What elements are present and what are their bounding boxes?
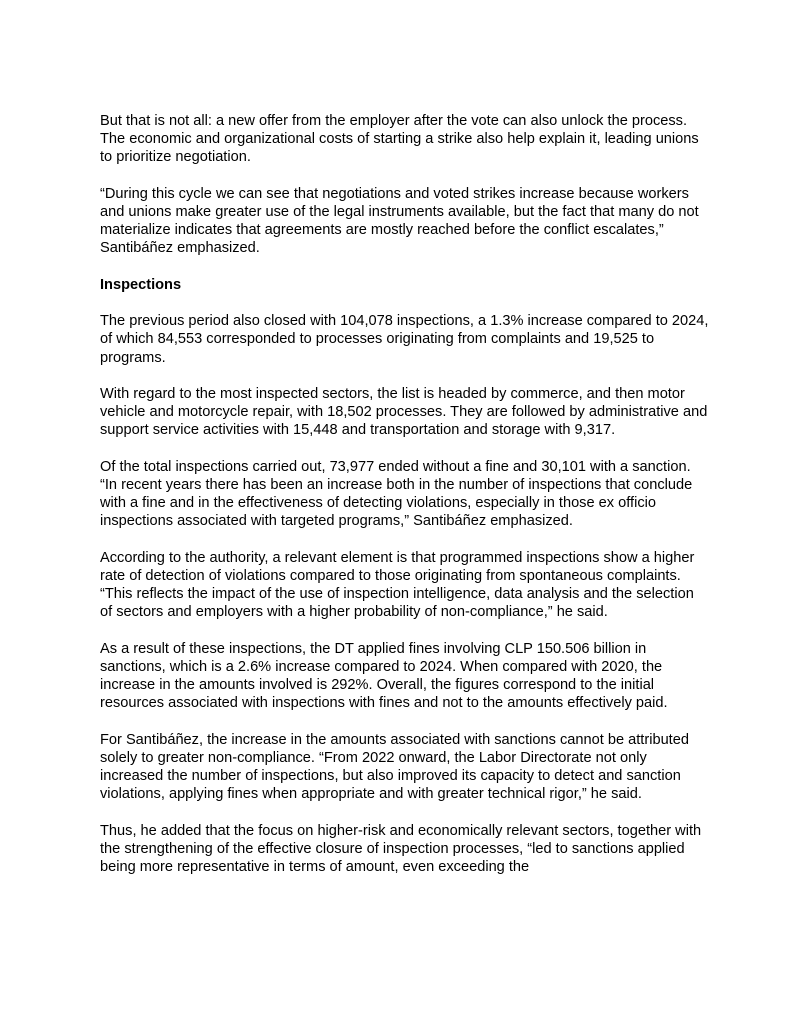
paragraph-inspections-total: The previous period also closed with 104,078 inspections, a 1.3% increase compared to 2024, of which 84,553 corresponded to processes originating from complaints and 19,525 to programs. (100, 313, 709, 366)
paragraph-fine-amounts: As a result of these inspections, the DT applied fines involving CLP 150.506 billion in sanctions, which is a 2.6% increase compared to 2024. When compared with 2020, the increase in the amounts involved is 292%. Overall, the figures correspond to the initial resources associated with inspections with fines and not to the amounts effectively paid. (100, 640, 668, 712)
paragraph-new-offer: But that is not all: a new offer from the employer after the vote can also unlock the process. The economic and organizational costs of starting a strike also help explain it, leading unions to prioritize negotiation. (100, 113, 699, 166)
paragraph-noncompliance: For Santibáñez, the increase in the amounts associated with sanctions cannot be attributed solely to greater non-compliance. “From 2022 onward, the Labor Directorate not only increased the number of inspections, but also improved its capacity to detect and sanction violations, applying fines when appropriate and with greater technical rigor,” he said. (100, 731, 689, 803)
paragraph-higher-risk-sectors: Thus, he added that the focus on higher-risk and economically relevant sectors, together with the strengthening of the effective closure of inspection processes, “led to sanctions applied being more representative in terms of amount, even exceeding the (100, 822, 702, 876)
paragraph-negotiations-quote: “During this cycle we can see that negotiations and voted strikes increase because workers and unions make greater use of the legal instruments available, but the fact that many do not materialize indicates that agreements are mostly reached before the conflict escalates,” Santibáñez emphasized. (100, 185, 699, 257)
section-heading-inspections: Inspections (100, 276, 182, 293)
paragraph-fines-sanctions: Of the total inspections carried out, 73,977 ended without a fine and 30,101 with a sanction. “In recent years there has been an increase both in the number of inspections that conclude with a fine and in the effectiveness of detecting violations, especially in those ex officio inspections associated with targeted programs,” Santibáñez emphasized. (100, 458, 693, 530)
paragraph-inspected-sectors: With regard to the most inspected sectors, the list is headed by commerce, and then motor vehicle and motorcycle repair, with 18,502 processes. They are followed by administrative and support service activities with 15,448 and transportation and storage with 9,317. (100, 385, 708, 439)
document-page (100, 112, 710, 895)
paragraph-programmed-inspections: According to the authority, a relevant element is that programmed inspections show a higher rate of detection of violations compared to those originating from spontaneous complaints. “This reflects the impact of the use of inspection intelligence, data analysis and the selection of sectors and employers with a higher probability of non-compliance,” he said. (100, 549, 695, 621)
